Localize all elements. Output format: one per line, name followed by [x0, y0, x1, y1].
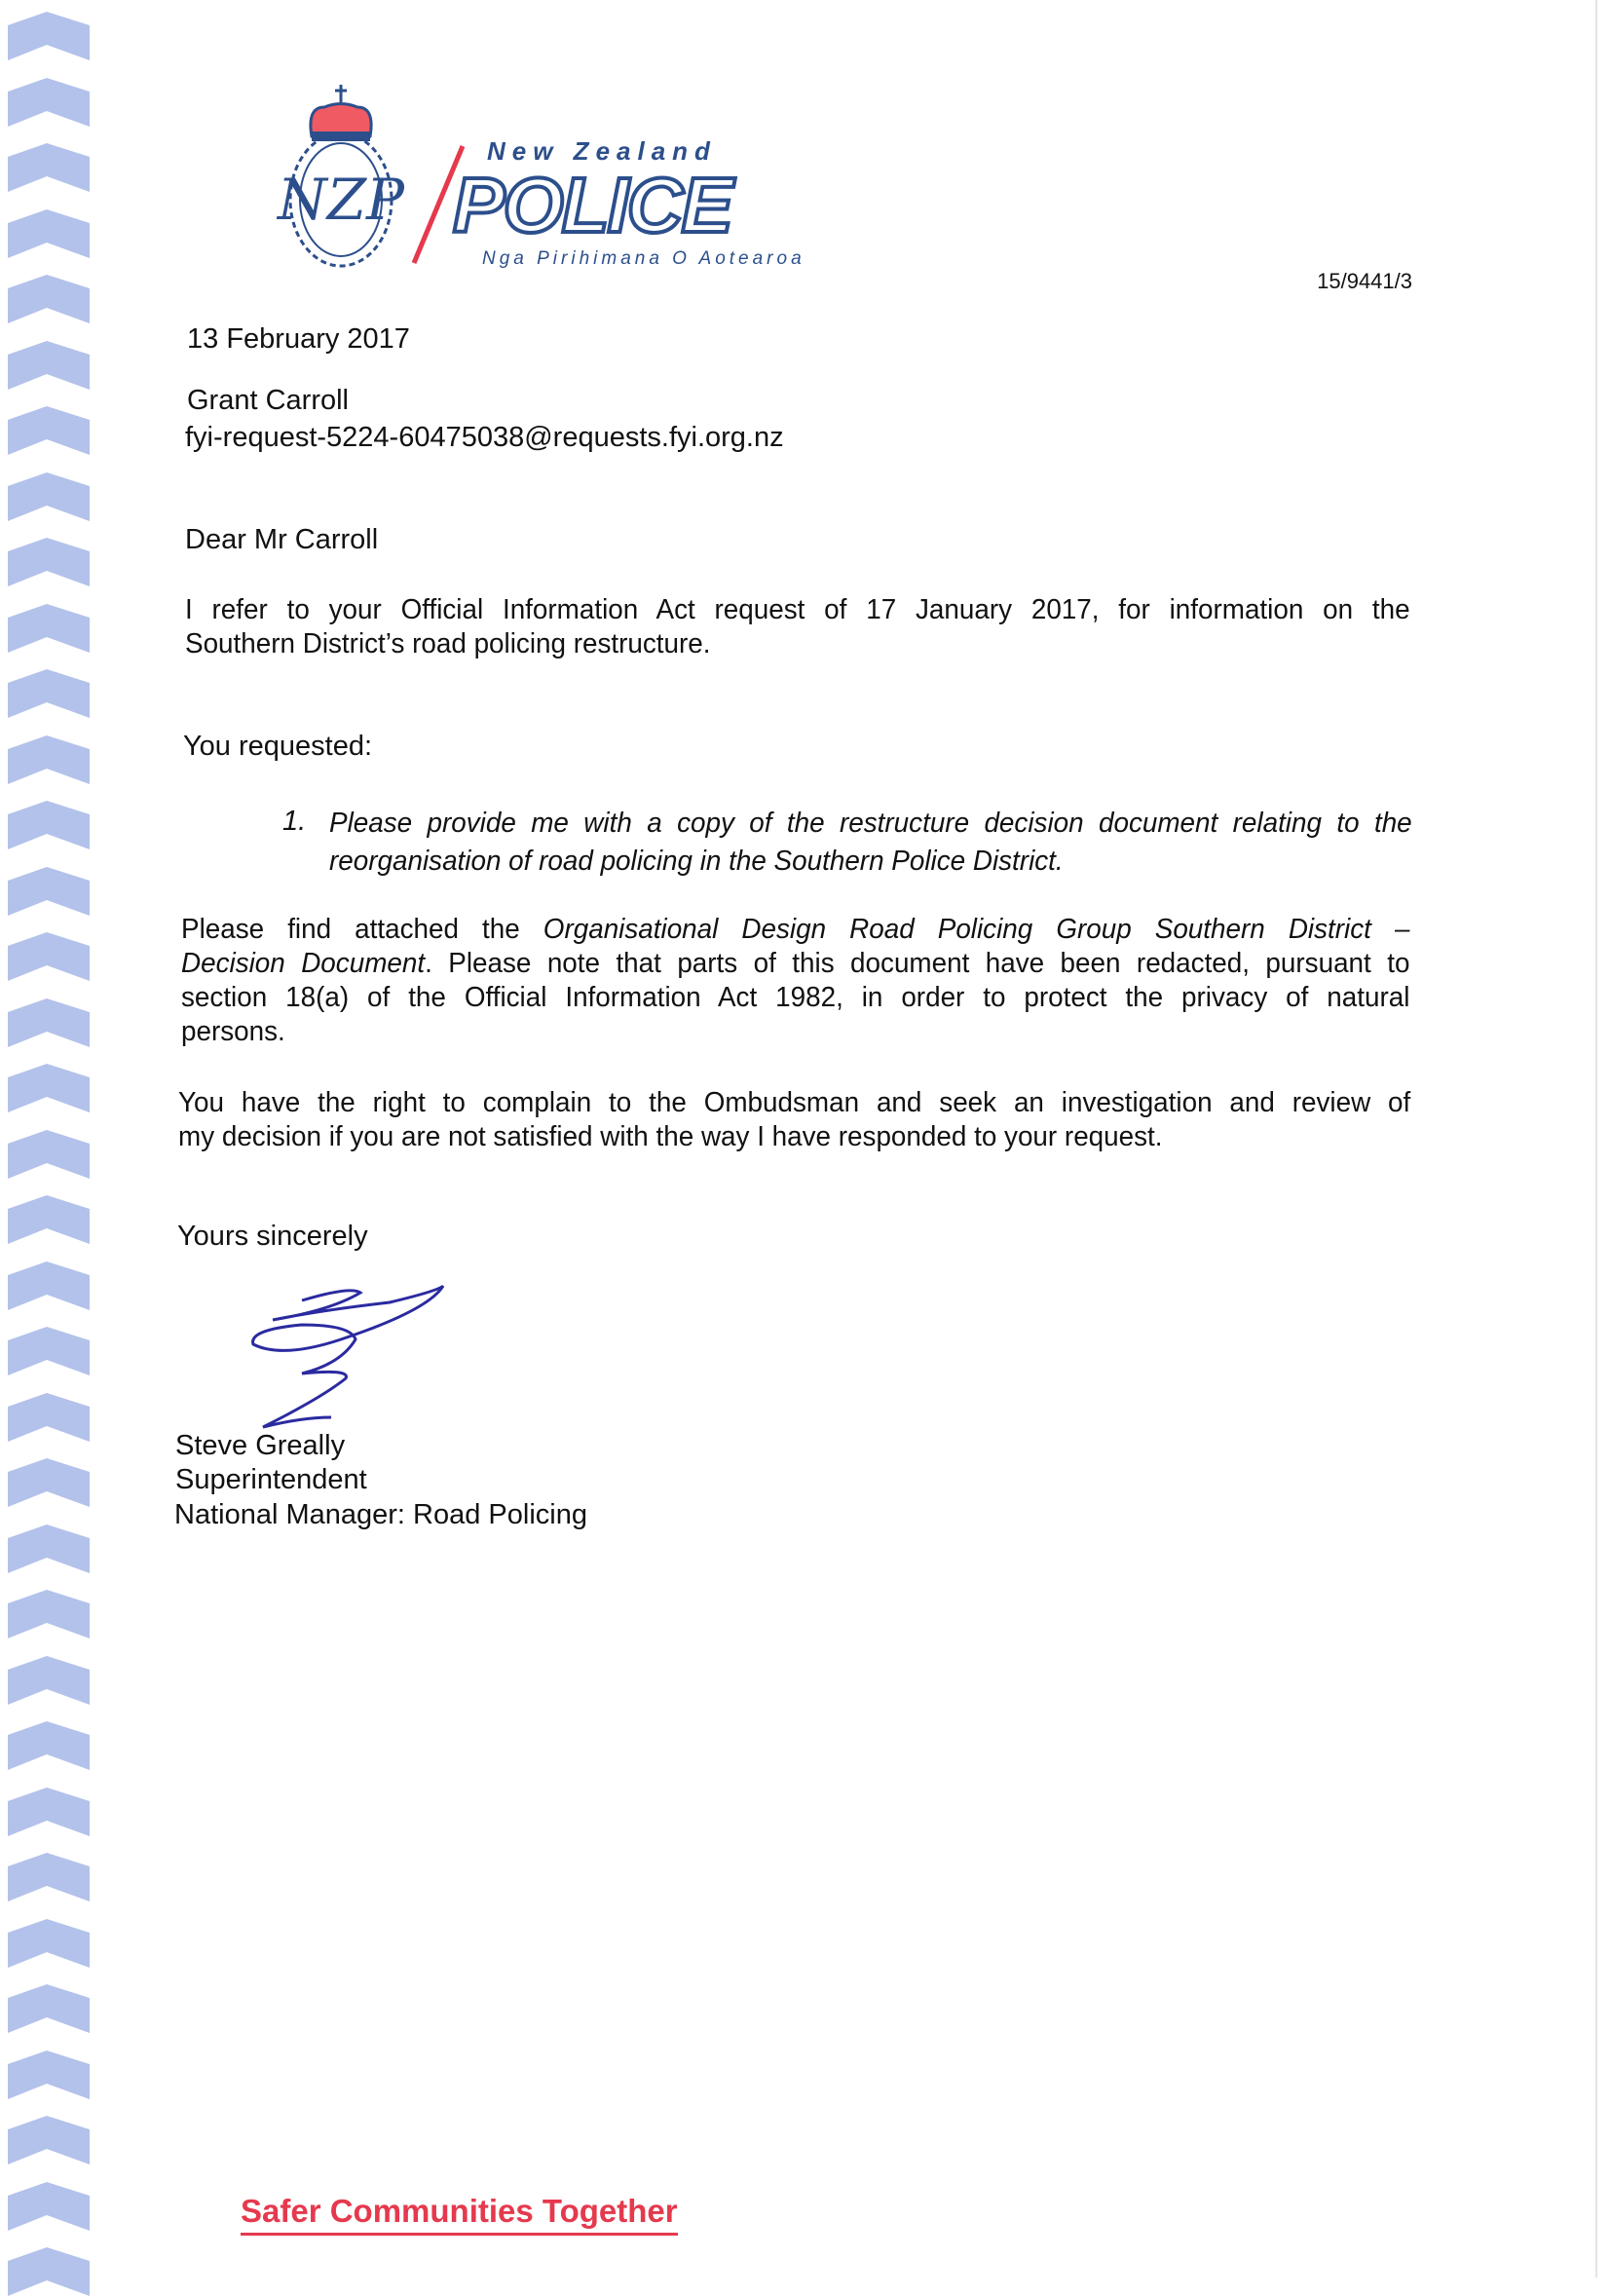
recipient-email: fyi-request-5224-60475038@requests.fyi.org.nz	[185, 422, 784, 453]
closing: Yours sincerely	[177, 1221, 368, 1252]
text-line: my decision if you are not satisfied with the way I have responded to your request.	[178, 1121, 1163, 1152]
chevron-icon	[8, 1458, 90, 1507]
chevron-icon	[8, 12, 90, 60]
chevron-icon	[8, 604, 90, 653]
chevron-icon	[8, 998, 90, 1047]
logo-new-zealand: New Zealand	[487, 136, 717, 166]
text-line: persons.	[181, 1016, 285, 1047]
chevron-icon	[8, 867, 90, 916]
text-line: Please provide me with a copy of the restructure decision document relating to the	[329, 808, 1412, 839]
chevron-icon	[8, 1064, 90, 1112]
text-line: Southern District’s road policing restructure.	[185, 628, 711, 659]
chevron-icon	[8, 275, 90, 323]
footer-slogan: Safer Communities Together	[241, 2192, 678, 2236]
signature	[243, 1281, 458, 1437]
text-line: reorganisation of road policing in the Southern Police District.	[329, 846, 1064, 877]
chevron-icon	[8, 1919, 90, 1968]
chevron-icon	[8, 538, 90, 586]
chevron-icon	[8, 1656, 90, 1705]
chevron-icon	[8, 341, 90, 390]
chevron-icon	[8, 406, 90, 455]
chevron-icon	[8, 1130, 90, 1179]
chevron-icon	[8, 472, 90, 521]
chevron-icon	[8, 2116, 90, 2164]
chevron-icon	[8, 1195, 90, 1244]
chevron-icon	[8, 1524, 90, 1573]
paragraph-ombudsman	[178, 1086, 1410, 1154]
chevron-icon	[8, 2051, 90, 2099]
text-line	[181, 947, 1409, 981]
chevron-icon	[8, 801, 90, 849]
request-item-number: 1.	[282, 806, 307, 837]
logo-police: POLICE	[453, 162, 731, 248]
text-line: section 18(a) of the Official Information Act 1982, in order to protect the privacy of natural	[181, 982, 1410, 1013]
text-line: You have the right to complain to the Ombudsman and seek an investigation and review of	[178, 1087, 1411, 1118]
salutation: Dear Mr Carroll	[185, 524, 379, 555]
chevron-icon	[8, 1393, 90, 1442]
chevron-icon	[8, 1721, 90, 1770]
logo-maori: Nga Pirihimana O Aotearoa	[482, 248, 805, 269]
chevron-icon	[8, 2182, 90, 2231]
chevron-icon	[8, 1853, 90, 1901]
police-crest-icon	[268, 83, 414, 282]
signatory-role: National Manager: Road Policing	[174, 1499, 587, 1530]
signatory-name: Steve Greally	[175, 1430, 346, 1461]
chevron-icon	[8, 143, 90, 192]
recipient-name: Grant Carroll	[187, 385, 349, 416]
chevron-icon	[8, 1984, 90, 2033]
chevron-icon	[8, 735, 90, 784]
chevron-icon	[8, 1788, 90, 1836]
chevron-icon	[8, 2247, 90, 2296]
text-line	[181, 913, 1409, 947]
chevron-icon	[8, 1590, 90, 1638]
chevron-icon	[8, 78, 90, 127]
page-edge-line	[1595, 0, 1597, 2277]
text-span: Please find attached the	[181, 914, 543, 945]
signatory-rank: Superintendent	[175, 1464, 367, 1495]
document-title: Organisational Design Road Policing Group Southern District –	[543, 914, 1410, 945]
text-span: . Please note that parts of this document have been redacted, pursuant to	[425, 948, 1410, 979]
letter-date: 13 February 2017	[187, 323, 410, 355]
crest-monogram: NZP	[277, 167, 405, 233]
paragraph-intro	[185, 593, 1410, 661]
reference-number: 15/9441/3	[1317, 269, 1412, 293]
paragraph-attachment	[181, 913, 1409, 1049]
request-item-text	[329, 805, 1412, 881]
chevron-icon	[8, 1327, 90, 1375]
chevron-icon	[8, 669, 90, 718]
chevron-icon	[8, 1261, 90, 1310]
text-line: I refer to your Official Information Act request of 17 January 2017, for information on the	[185, 594, 1410, 625]
chevron-icon	[8, 209, 90, 258]
document-title: Decision Document	[181, 948, 426, 979]
requested-label: You requested:	[183, 731, 373, 762]
chevron-icon	[8, 932, 90, 981]
